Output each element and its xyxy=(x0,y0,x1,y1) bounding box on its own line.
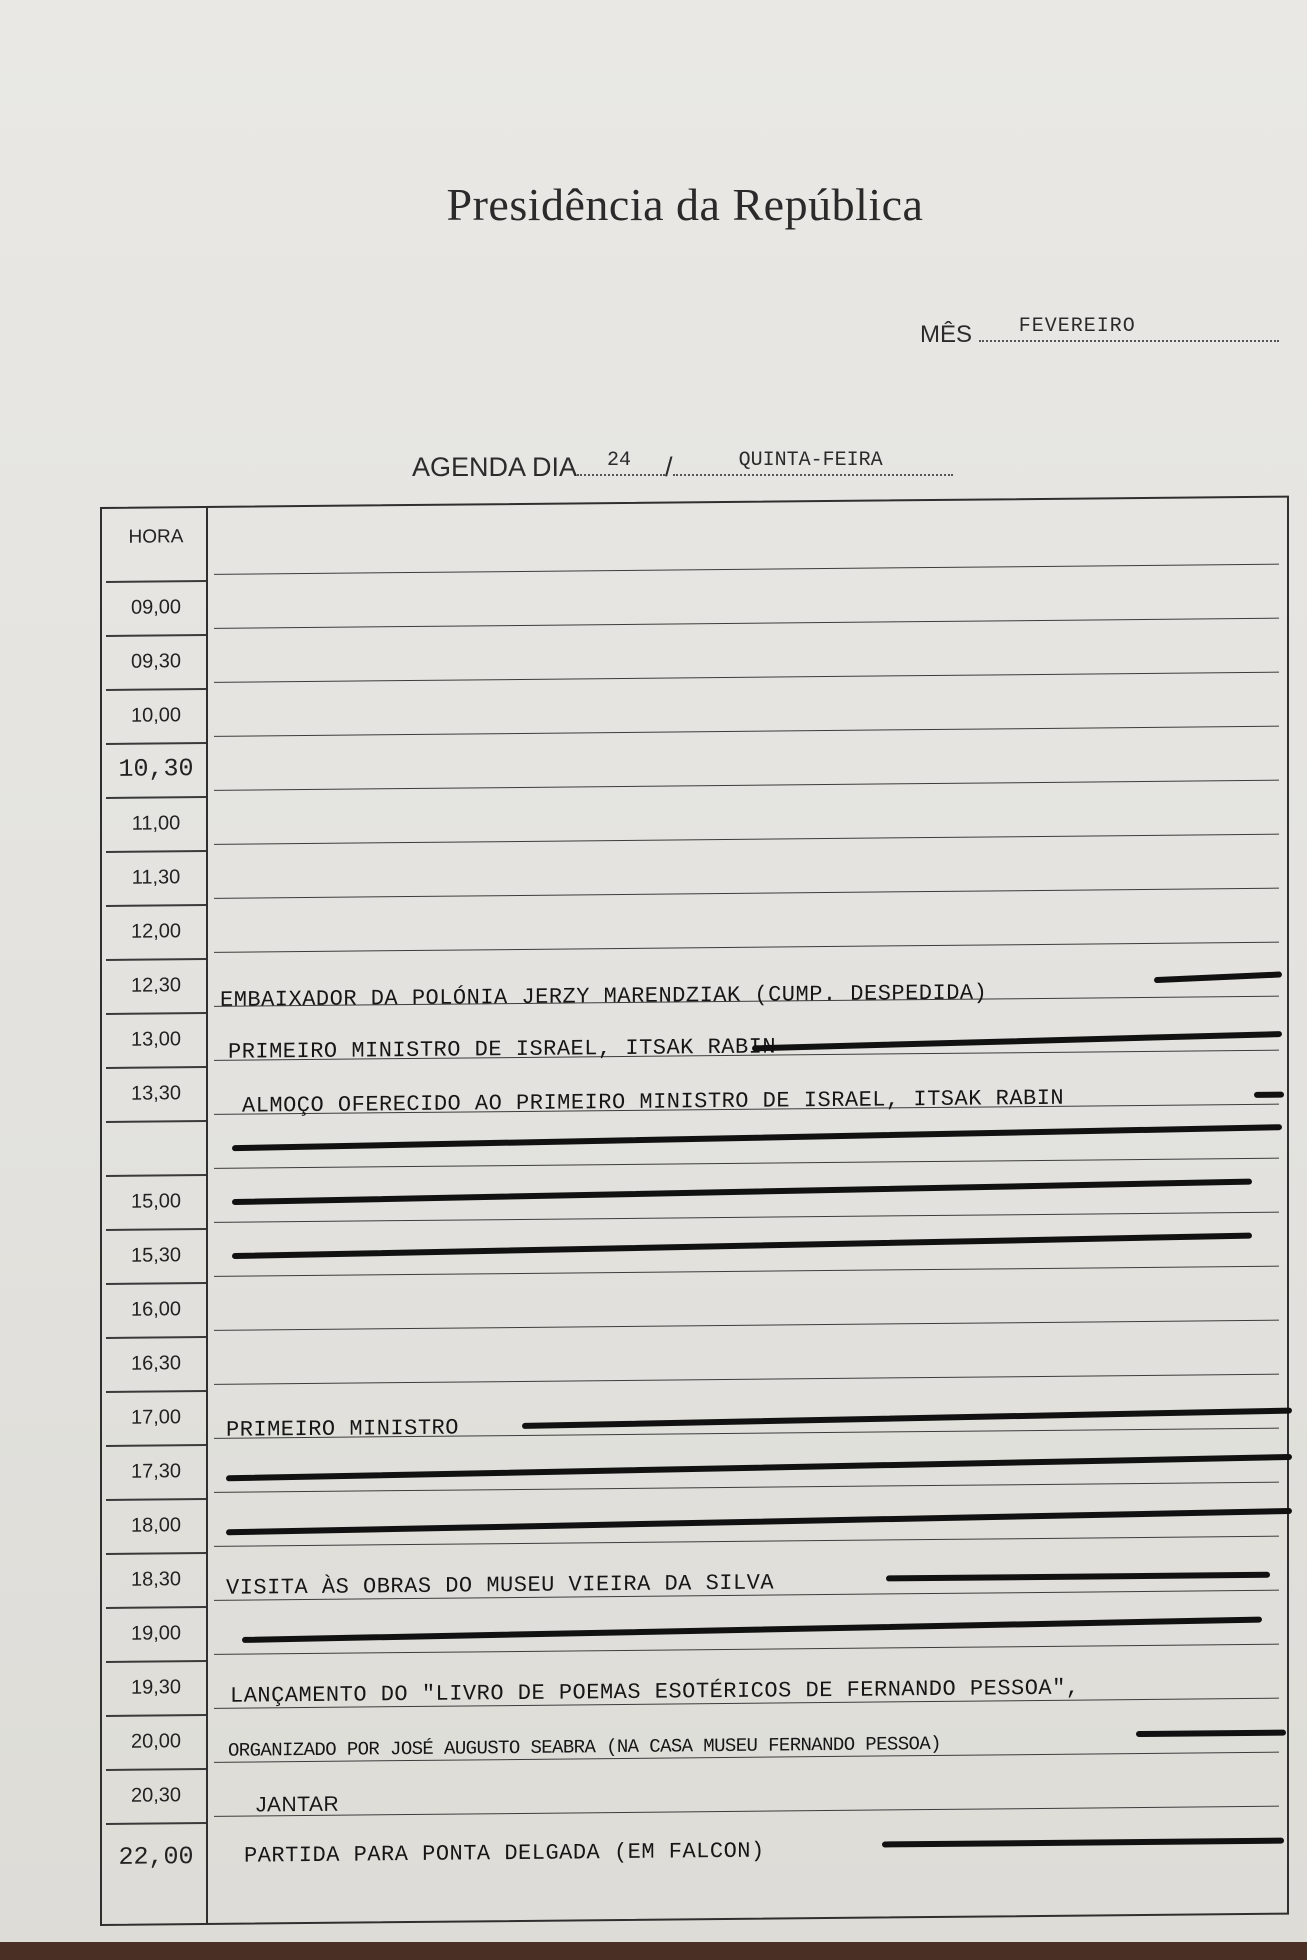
hour-cell: 20,00 xyxy=(106,1714,206,1771)
row-line xyxy=(214,726,1279,737)
month-field xyxy=(920,315,1279,349)
row-line xyxy=(214,1266,1279,1277)
month-value: FEVEREIRO xyxy=(1018,315,1136,338)
row-line xyxy=(214,942,1279,953)
row-line xyxy=(214,1212,1279,1223)
row-line xyxy=(214,1320,1279,1331)
typed-underline xyxy=(522,1408,1292,1429)
typed-underline xyxy=(232,1179,1252,1205)
hour-cell: 22,00 xyxy=(118,1842,194,1872)
hour-cell: 12,30 xyxy=(106,958,206,1015)
agenda-entry: VISITA ÀS OBRAS DO MUSEU VIEIRA DA SILVA xyxy=(226,1570,775,1601)
hour-cell: 19,00 xyxy=(106,1606,206,1663)
typed-underline xyxy=(242,1617,1262,1643)
typed-underline xyxy=(1136,1730,1286,1737)
hour-cell: 20,30 xyxy=(106,1768,206,1825)
row-line xyxy=(214,618,1279,629)
hour-cell: 16,00 xyxy=(106,1282,206,1339)
typed-underline xyxy=(226,1508,1292,1535)
hour-cell: 12,00 xyxy=(106,904,206,961)
hour-cell xyxy=(106,1120,206,1177)
agenda-entry: PARTIDA PARA PONTA DELGADA (EM FALCON) xyxy=(244,1838,765,1869)
row-line xyxy=(214,1374,1279,1385)
month-label: MÊS xyxy=(920,321,973,348)
agenda-day-field xyxy=(412,449,953,483)
typed-underline xyxy=(882,1838,1284,1848)
row-line xyxy=(214,1158,1279,1169)
table-surface xyxy=(0,1942,1307,1960)
row-line xyxy=(214,564,1279,575)
document-header: Presidência da República xyxy=(446,179,924,230)
row-line xyxy=(214,1536,1279,1547)
day-separator: / xyxy=(665,452,673,482)
typed-underline xyxy=(1254,1092,1284,1098)
hour-cell: 13,30 xyxy=(106,1066,206,1123)
row-line xyxy=(214,834,1279,845)
hour-cell: 09,30 xyxy=(106,634,206,691)
typed-underline xyxy=(232,1124,1282,1151)
weekday-value: QUINTA-FEIRA xyxy=(738,449,883,472)
agenda-label: AGENDA DIA xyxy=(412,452,578,482)
day-number: 24 xyxy=(607,449,632,472)
agenda-entry: EMBAIXADOR DA POLÓNIA JERZY MARENDZIAK (CUMP. DESPEDIDA) xyxy=(220,980,988,1013)
row-line xyxy=(214,672,1279,683)
hour-cell: 15,00 xyxy=(106,1174,206,1231)
agenda-table xyxy=(100,496,1289,1926)
hour-cell: 13,00 xyxy=(106,1012,206,1069)
hour-cell: 19,30 xyxy=(106,1660,206,1717)
hour-cell: 11,30 xyxy=(106,850,206,907)
typed-underline xyxy=(886,1572,1270,1582)
hour-cell: 18,30 xyxy=(106,1552,206,1609)
hour-cell: 17,30 xyxy=(106,1444,206,1501)
hour-cell: 17,00 xyxy=(106,1390,206,1447)
typed-underline xyxy=(232,1233,1252,1259)
month-dotted-line xyxy=(979,315,1279,342)
hour-cell: 09,00 xyxy=(106,580,206,637)
hour-cell: 16,30 xyxy=(106,1336,206,1393)
typed-underline xyxy=(752,1031,1282,1051)
hour-column xyxy=(102,508,208,1924)
day-dotted-line xyxy=(577,449,665,476)
typed-underline xyxy=(1154,971,1282,983)
hour-cell: 10,30 xyxy=(106,742,206,799)
row-line xyxy=(214,1644,1279,1655)
row-line xyxy=(214,888,1279,899)
hour-cell: 15,30 xyxy=(106,1228,206,1285)
hour-header: HORA xyxy=(106,508,206,583)
agenda-entry: PRIMEIRO MINISTRO DE ISRAEL, ITSAK RABIN xyxy=(228,1034,777,1065)
agenda-entry: LANÇAMENTO DO "LIVRO DE POEMAS ESOTÉRICOS DE FERNANDO PESSOA", xyxy=(230,1675,1080,1709)
agenda-entry: PRIMEIRO MINISTRO xyxy=(226,1415,459,1443)
agenda-entry: ORGANIZADO POR JOSÉ AUGUSTO SEABRA (NA CASA MUSEU FERNANDO PESSOA) xyxy=(228,1732,941,1762)
row-line xyxy=(214,1482,1279,1493)
typed-underline xyxy=(226,1454,1292,1481)
agenda-entry: ALMOÇO OFERECIDO AO PRIMEIRO MINISTRO DE ISRAEL, ITSAK RABIN xyxy=(242,1085,1065,1119)
hour-cell: 11,00 xyxy=(106,796,206,853)
row-line xyxy=(214,1806,1279,1817)
hour-cell: 10,00 xyxy=(106,688,206,745)
hour-cell: 18,00 xyxy=(106,1498,206,1555)
weekday-dotted-line xyxy=(673,449,953,476)
agenda-entry: JANTAR xyxy=(256,1792,340,1817)
row-line xyxy=(214,780,1279,791)
